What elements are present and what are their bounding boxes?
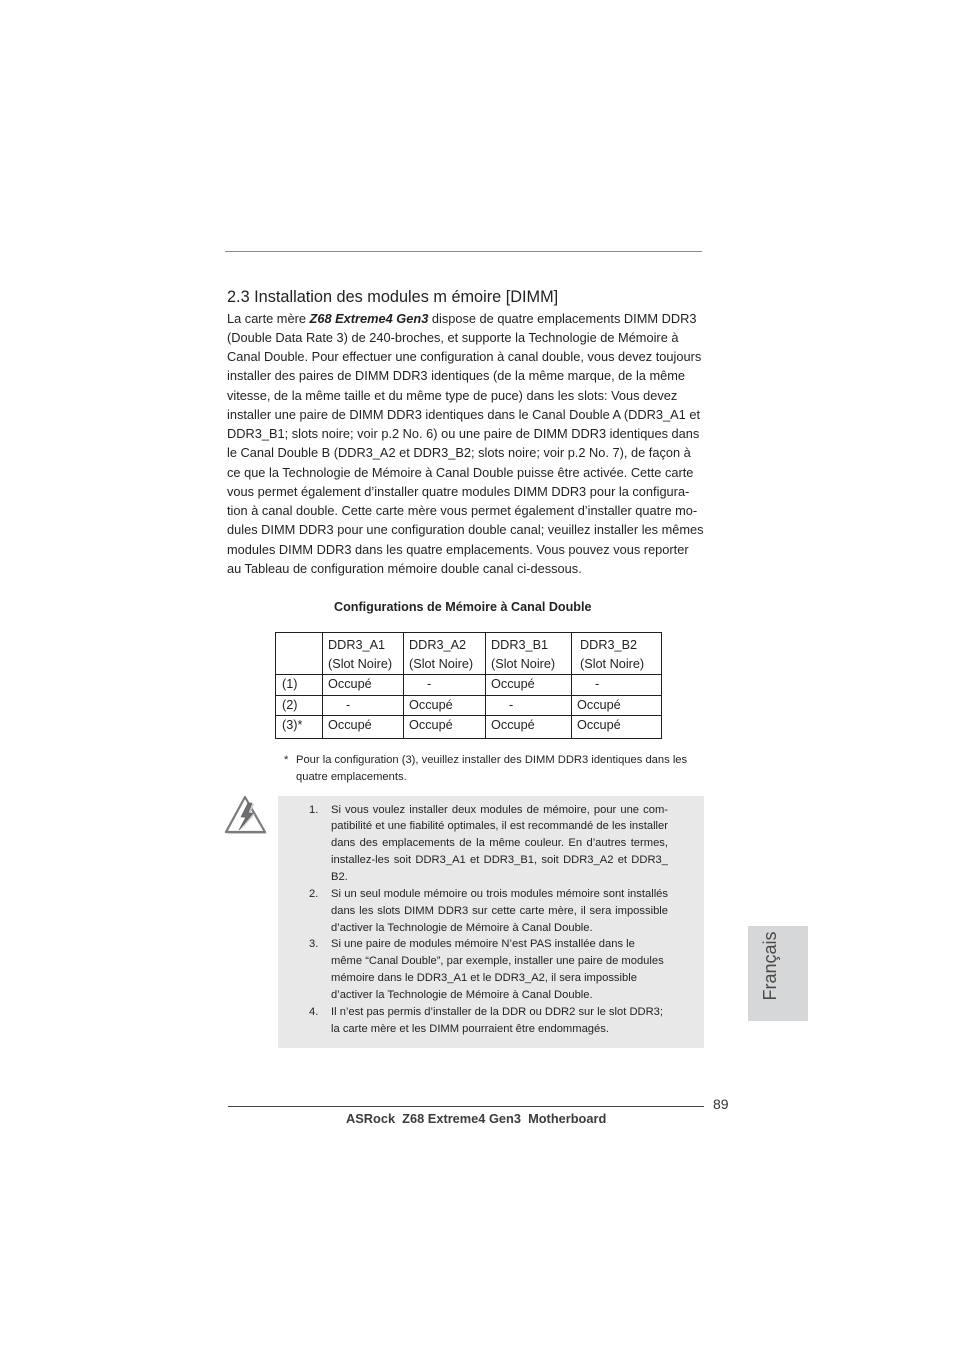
item-number: 3.: [309, 938, 319, 951]
paragraph-line: installer des paires de DIMM DDR3 identiques (de la même marque, de la même: [227, 368, 686, 384]
intro-paragraph: [227, 309, 704, 579]
paragraph-line: installer une paire de DIMM DDR3 identiques dans le Canal Double A (DDR3_A1 et: [227, 406, 701, 422]
language-tab-label: Français: [760, 931, 780, 1001]
item-text: [331, 886, 668, 937]
row-label: (1): [276, 675, 323, 696]
column-header-b1: [486, 633, 572, 675]
item-line: Si un seul module mémoire ou trois modules mémoire sont installés: [331, 887, 668, 900]
item-line: d’activer la Technologie de Mémoire à Canal Double.: [331, 921, 593, 934]
table-cell: Occupé: [572, 716, 662, 739]
item-line: dans des emplacements de la même couleur. En d’autres termes,: [331, 837, 668, 850]
table-cell: Occupé: [486, 716, 572, 739]
paragraph-line: DDR3_B1; slots noire; voir p.2 No. 6) ou une paire de DIMM DDR3 identiques dans: [227, 426, 700, 441]
table-corner-cell: [276, 633, 323, 675]
list-item: [309, 802, 668, 886]
column-slot-note: (Slot Noire): [328, 657, 393, 671]
list-item: [309, 936, 668, 1003]
item-line: installez-les soit DDR3_A1 et DDR3_B1, soit DDR3_A2 et DDR3_: [331, 854, 668, 867]
memory-config-table: [275, 632, 662, 739]
table-cell: -: [486, 695, 572, 716]
item-line: Si une paire de modules mémoire N’est PAS installée dans le: [331, 938, 635, 951]
item-line: la carte mère et les DIMM pourraient être endommagés.: [331, 1022, 609, 1035]
column-slot-note: (Slot Noire): [409, 657, 474, 671]
paragraph-line: Canal Double. Pour effectuer une configuration à canal double, vous devez toujours: [227, 349, 702, 364]
footer-product-name: ASRock Z68 Extreme4 Gen3 Motherboard: [346, 1111, 607, 1126]
column-slot-note: (Slot Noire): [580, 657, 645, 671]
section-title: 2.3 Installation des modules m émoire [DIMM]: [227, 288, 559, 306]
notes-list: [309, 802, 668, 1038]
intro-prefix: La carte mère: [227, 310, 310, 326]
item-line: patibilité et une fiabilité optimales, il est recommandé de les installer: [331, 820, 668, 833]
column-header-a2: [404, 633, 486, 675]
warning-lightning-icon: [224, 794, 268, 836]
paragraph-line: modules DIMM DDR3 dans les quatre emplacements. Vous pouvez vous reporter: [227, 541, 689, 557]
table-row: [276, 716, 662, 739]
table-row: [276, 695, 662, 716]
column-slot-name: DDR3_B2: [580, 638, 638, 652]
table-cell: Occupé: [486, 675, 572, 696]
column-header-a1: [323, 633, 404, 675]
table-cell: Occupé: [404, 695, 486, 716]
item-text: [331, 936, 668, 1003]
table-cell: Occupé: [572, 695, 662, 716]
item-line: mémoire dans le DDR3_A1 et le DDR3_A2, il sera impossible: [331, 972, 637, 985]
footer-divider: [228, 1106, 704, 1107]
intro-suffix: dispose de quatre emplacements DIMM DDR3: [428, 310, 697, 326]
top-divider: [225, 251, 702, 252]
item-text: [331, 1004, 668, 1038]
paragraph-line: dules DIMM DDR3 pour une configuration double canal; veuillez installer les mêmes: [227, 522, 704, 538]
column-slot-name: DDR3_A2: [409, 638, 467, 652]
paragraph-line: au Tableau de configuration mémoire double canal ci-dessous.: [227, 560, 582, 576]
column-slot-note: (Slot Noire): [491, 657, 556, 671]
table-cell: Occupé: [323, 675, 404, 696]
list-item: [309, 1004, 668, 1038]
table-cell: -: [572, 675, 662, 696]
item-line: dans les slots DIMM DDR3 sur cette carte mère, il sera impossible: [331, 904, 668, 917]
paragraph-line: [227, 309, 704, 328]
table-caption: Configurations de Mémoire à Canal Double: [334, 600, 592, 614]
item-line: B2.: [331, 870, 348, 883]
table-cell: Occupé: [404, 716, 486, 739]
table-cell: -: [323, 695, 404, 716]
footnote-text: [296, 752, 687, 786]
table-footnote: [284, 752, 687, 786]
table-row: [276, 675, 662, 696]
paragraph-line: vous permet également d’installer quatre modules DIMM DDR3 pour la configura-: [227, 483, 690, 499]
page-number: 89: [713, 1096, 729, 1112]
column-slot-name: DDR3_A1: [328, 638, 386, 652]
item-text: [331, 802, 668, 886]
footnote-line: Pour la configuration (3), veuillez installer des DIMM DDR3 identiques dans les: [296, 753, 688, 766]
row-label: (3)*: [276, 716, 323, 739]
paragraph-line: ce que la Technologie de Mémoire à Canal Double puisse être activée. Cette carte: [227, 464, 694, 480]
table-header-row: [276, 633, 662, 675]
column-slot-name: DDR3_B1: [491, 638, 549, 652]
language-side-tab: [748, 926, 808, 1021]
table-cell: Occupé: [323, 716, 404, 739]
item-line: Si vous voulez installer deux modules de mémoire, pour une com-: [331, 803, 668, 816]
item-number: 4.: [309, 1005, 319, 1018]
footnote-marker: *: [284, 753, 289, 766]
item-number: 2.: [309, 887, 319, 900]
paragraph-line: vitesse, de la même taille et du même type de puce) dans les slots: Vous devez: [227, 387, 678, 403]
model-name: Z68 Extreme4 Gen3: [309, 310, 429, 326]
paragraph-line: tion à canal double. Cette carte mère vous permet également d’installer quatre mo-: [227, 503, 698, 518]
paragraph-line: (Double Data Rate 3) de 240-broches, et supporte la Technologie de Mémoire à: [227, 329, 679, 345]
paragraph-line: le Canal Double B (DDR3_A2 et DDR3_B2; slots noire; voir p.2 No. 7), de façon à: [227, 445, 691, 461]
item-line: d’activer la Technologie de Mémoire à Canal Double.: [331, 988, 593, 1001]
list-item: [309, 886, 668, 937]
table-cell: -: [404, 675, 486, 696]
row-label: (2): [276, 695, 323, 716]
item-number: 1.: [309, 803, 319, 816]
footnote-line: quatre emplacements.: [296, 770, 407, 783]
item-line: Il n’est pas permis d’installer de la DDR ou DDR2 sur le slot DDR3;: [331, 1005, 664, 1018]
column-header-b2: [572, 633, 662, 675]
item-line: même “Canal Double”, par exemple, installer une paire de modules: [331, 955, 664, 968]
